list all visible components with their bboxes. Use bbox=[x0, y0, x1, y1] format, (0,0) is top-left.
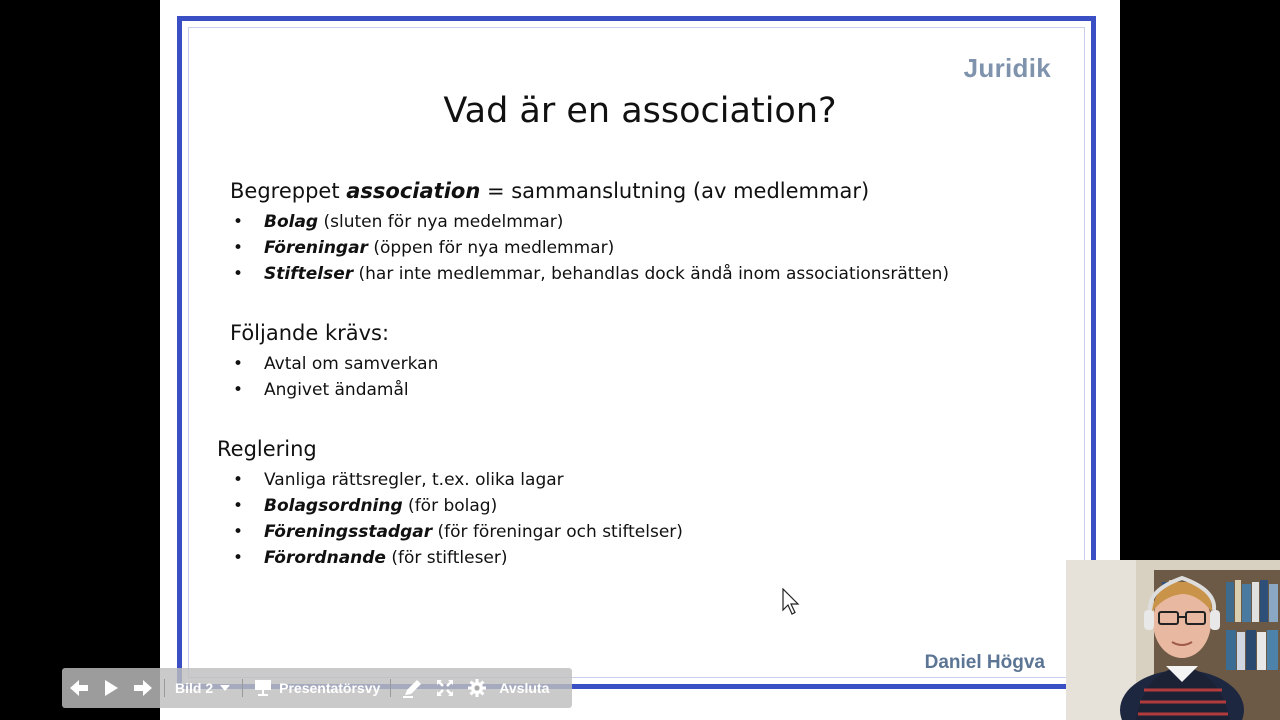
slideshow-toolbar bbox=[62, 668, 572, 708]
presenter-view-button[interactable] bbox=[247, 668, 386, 708]
arrow-forward-icon bbox=[132, 678, 154, 698]
slide-frame bbox=[177, 16, 1096, 689]
settings-button[interactable] bbox=[461, 668, 493, 708]
regulation-list bbox=[230, 467, 683, 571]
webcam-overlay bbox=[1066, 560, 1280, 720]
list-item: • Föreningsstadgar (för föreningar och stiftelser) bbox=[233, 522, 683, 542]
slide bbox=[160, 0, 1120, 720]
fullscreen-button[interactable] bbox=[429, 668, 461, 708]
presenter-view-icon bbox=[253, 679, 273, 697]
pen-tool-button[interactable] bbox=[395, 668, 429, 708]
toolbar-divider bbox=[390, 679, 391, 697]
presenter-view-label: Presentatörsvy bbox=[279, 680, 381, 696]
arrow-back-icon bbox=[68, 678, 90, 698]
play-button[interactable] bbox=[96, 668, 126, 708]
previous-slide-button[interactable] bbox=[62, 668, 96, 708]
list-item: • Vanliga rättsregler, t.ex. olika lagar bbox=[233, 470, 564, 490]
toolbar-divider bbox=[242, 679, 243, 697]
juridik-logo: Juridik bbox=[963, 53, 1051, 83]
list-item: • Föreningar (öppen för nya medlemmar) bbox=[233, 238, 615, 258]
regulation-heading: Reglering bbox=[217, 437, 317, 461]
presenter-webcam-image bbox=[1066, 560, 1280, 720]
slide-title: Vad är en association? bbox=[443, 91, 837, 131]
list-item: • Stiftelser (har inte medlemmar, behandlas dock ändå inom associationsrätten) bbox=[233, 264, 949, 284]
heading-suffix: = sammanslutning (av medlemmar) bbox=[480, 179, 870, 203]
next-slide-button[interactable] bbox=[126, 668, 160, 708]
section-association-heading bbox=[230, 179, 869, 203]
gear-icon bbox=[467, 678, 487, 698]
author-name: Daniel Högva bbox=[924, 652, 1045, 673]
slide-number-label: Bild 2 bbox=[175, 680, 214, 696]
list-item: • Angivet ändamål bbox=[233, 380, 409, 400]
end-slideshow-button[interactable] bbox=[493, 668, 555, 708]
association-list bbox=[230, 209, 949, 287]
list-item: • Bolagsordning (för bolag) bbox=[233, 496, 498, 516]
heading-prefix: Begreppet bbox=[230, 179, 347, 203]
list-item: • Bolag (sluten för nya medelmmar) bbox=[233, 212, 564, 232]
chevron-down-icon bbox=[218, 683, 232, 693]
list-item: • Avtal om samverkan bbox=[233, 354, 439, 374]
mouse-cursor-icon bbox=[782, 588, 800, 616]
requirements-heading: Följande krävs: bbox=[230, 321, 390, 345]
fullscreen-icon bbox=[435, 678, 455, 698]
heading-term: association bbox=[346, 179, 481, 203]
toolbar-divider bbox=[164, 679, 165, 697]
list-item: • Förordnande (för stiftleser) bbox=[233, 548, 508, 568]
slide-selector[interactable] bbox=[169, 668, 238, 708]
play-icon bbox=[102, 678, 120, 698]
pen-icon bbox=[401, 678, 423, 698]
requirements-list bbox=[230, 351, 438, 403]
end-slideshow-label: Avsluta bbox=[499, 680, 550, 696]
